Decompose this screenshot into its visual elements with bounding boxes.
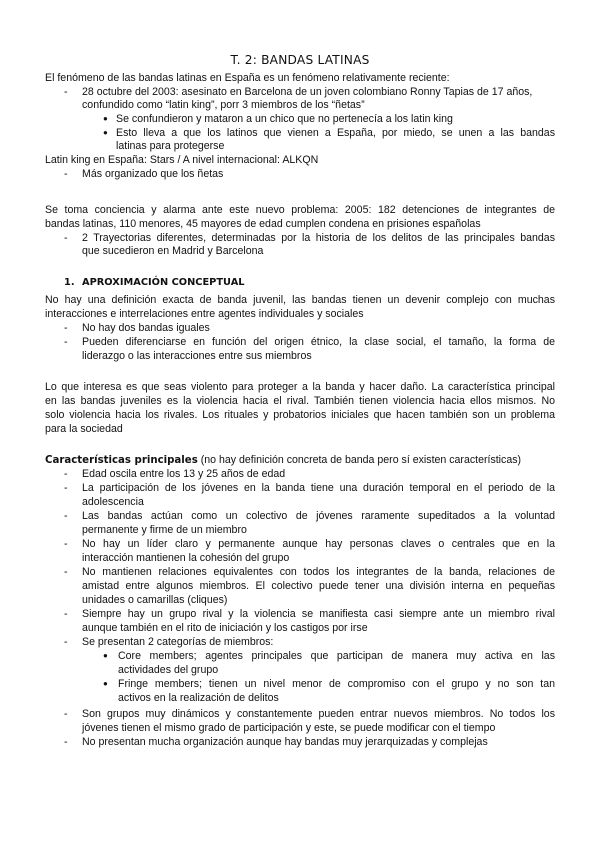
dash-marker: -	[64, 482, 68, 494]
section-heading: APROXIMACIÓN CONCEPTUAL	[82, 277, 245, 288]
item-differentiate-line2: liderazgo o las interacciones entre sus miembros	[82, 350, 312, 362]
dash-marker: -	[64, 566, 68, 578]
item-trajectories-line1: 2 Trayectorias diferentes, determinadas por la historia de los delitos de las principales bandas	[82, 232, 555, 244]
char-dynamic-line1: Son grupos muy dinámicos y constantemente pueden entrar nuevos miembros. No todos los	[82, 708, 555, 720]
characteristics-heading: Características principales	[45, 455, 198, 466]
characteristics-note: (no hay definición concreta de banda pero sí existen características)	[197, 454, 522, 466]
fringe-members-line1: Fringe members; tienen un nivel menor de compromiso con el grupo y no son tan	[118, 678, 555, 690]
core-members-line1: Core members; agentes principales que participan de manera muy activa en las	[118, 650, 555, 662]
characteristics-heading-line	[45, 454, 521, 468]
char-duration-line2: adolescencia	[82, 496, 144, 508]
dash-marker: -	[64, 468, 68, 480]
char-relations-line2: amistad entre algunos miembros. El colectivo puede tener una división interna en pequeñas	[82, 580, 555, 592]
fringe-members-line2: activos en la realización de delitos	[118, 692, 279, 704]
sub-item-confusion: Se confundieron y mataron a un chico que no pertenecía a los latin king	[116, 113, 453, 125]
dash-marker: -	[64, 608, 68, 620]
char-relations-line1: No mantienen relaciones equivalentes con todos los integrantes de la banda, relaciones de	[82, 566, 555, 578]
dash-marker: -	[64, 636, 68, 648]
item-trajectories-line2: que sucedieron en Madrid y Barcelona	[82, 245, 264, 257]
section-number: 1.	[64, 277, 75, 288]
alarm-paragraph-line2: bandas latinas, 110 menores, 45 mayores de edad cumplen condena en prisiones españolas	[45, 218, 481, 230]
char-collective-line1: Las bandas actúan como un colectivo de jóvenes raramente supeditados a la voluntad	[82, 510, 555, 522]
sub-item-protection-line2: latinas para protegerse	[116, 140, 225, 152]
dash-marker: -	[64, 322, 68, 334]
dash-marker: -	[64, 232, 68, 244]
bullet-marker: ●	[103, 128, 108, 137]
dash-marker: -	[64, 708, 68, 720]
item-2003-line2: confundido como “latin king”, porr 3 miembros de los “ñetas”	[82, 99, 365, 111]
char-duration-line1: La participación de los jóvenes en la banda tiene una duración temporal en el periodo de la	[82, 482, 555, 494]
dash-marker: -	[64, 736, 68, 748]
char-collective-line2: permanente y firme de un miembro	[82, 524, 247, 536]
latin-king-line: Latin king en España: Stars / A nivel internacional: ALKQN	[45, 154, 319, 166]
sub-item-protection-line1: Esto lleva a que los latinos que vienen a España, por miedo, se unen a las bandas	[116, 127, 555, 139]
char-dynamic-line2: jóvenes tienen el mismo grado de participación y este, se puede modificar con el tiempo	[82, 722, 496, 734]
bullet-marker: ●	[103, 679, 108, 688]
item-no-equal: No hay dos bandas iguales	[82, 322, 210, 334]
char-age: Edad oscila entre los 13 y 25 años de edad	[82, 468, 286, 480]
item-differentiate-line1: Pueden diferenciarse en función del origen étnico, la clase social, el tamaño, la forma de	[82, 336, 555, 348]
char-rival-line1: Siempre hay un grupo rival y la violencia se manifiesta casi siempre ante un miembro rival	[82, 608, 555, 620]
alarm-paragraph-line1: Se toma conciencia y alarma ante este nuevo problema: 2005: 182 detenciones de integrantes de	[45, 204, 555, 216]
dash-marker: -	[64, 168, 68, 180]
bullet-marker: ●	[103, 114, 108, 123]
dash-marker: -	[64, 86, 68, 98]
dash-marker: -	[64, 336, 68, 348]
dash-marker: -	[64, 538, 68, 550]
char-rival-line2: aunque también en el rito de iniciación y los castigos por irse	[82, 622, 368, 634]
char-leader-line1: No hay un líder claro y permanente aunque hay personas claves o centrales que en la	[82, 538, 555, 550]
item-2003-line1: 28 octubre del 2003: asesinato en Barcelona de un joven colombiano Ronny Tapias de 17 años,	[82, 86, 533, 98]
definition-line2: interacciones e interrelaciones entre agentes individuales y sociales	[45, 308, 364, 320]
violence-line4: para la sociedad	[45, 423, 123, 435]
violence-line3: solo violencia hacia los rivales. Los rituales y probatorios iniciales que hacen también son un problema	[45, 409, 555, 421]
char-categories: Se presentan 2 categorías de miembros:	[82, 636, 274, 648]
document-title: T. 2: BANDAS LATINAS	[230, 53, 370, 67]
violence-line1: Lo que interesa es que seas violento para proteger a la banda y hacer daño. La característica principal	[45, 381, 555, 393]
violence-line2: en las bandas juveniles es la violencia hacia el rival. También tienen violencia hacia ellos mismos. No	[45, 395, 555, 407]
item-organized: Más organizado que los ñetas	[82, 168, 224, 180]
intro-paragraph: El fenómeno de las bandas latinas en España es un fenómeno relativamente reciente:	[45, 72, 450, 84]
char-leader-line2: interacción mantienen la cohesión del grupo	[82, 552, 290, 564]
definition-line1: No hay una definición exacta de banda juvenil, las bandas tienen un devenir complejo con muchas	[45, 294, 555, 306]
core-members-line2: actividades del grupo	[118, 664, 219, 676]
char-organization: No presentan mucha organización aunque hay bandas muy jerarquizadas y complejas	[82, 736, 488, 748]
dash-marker: -	[64, 510, 68, 522]
char-relations-line3: unidades o camarillas (cliques)	[82, 594, 228, 606]
bullet-marker: ●	[103, 651, 108, 660]
